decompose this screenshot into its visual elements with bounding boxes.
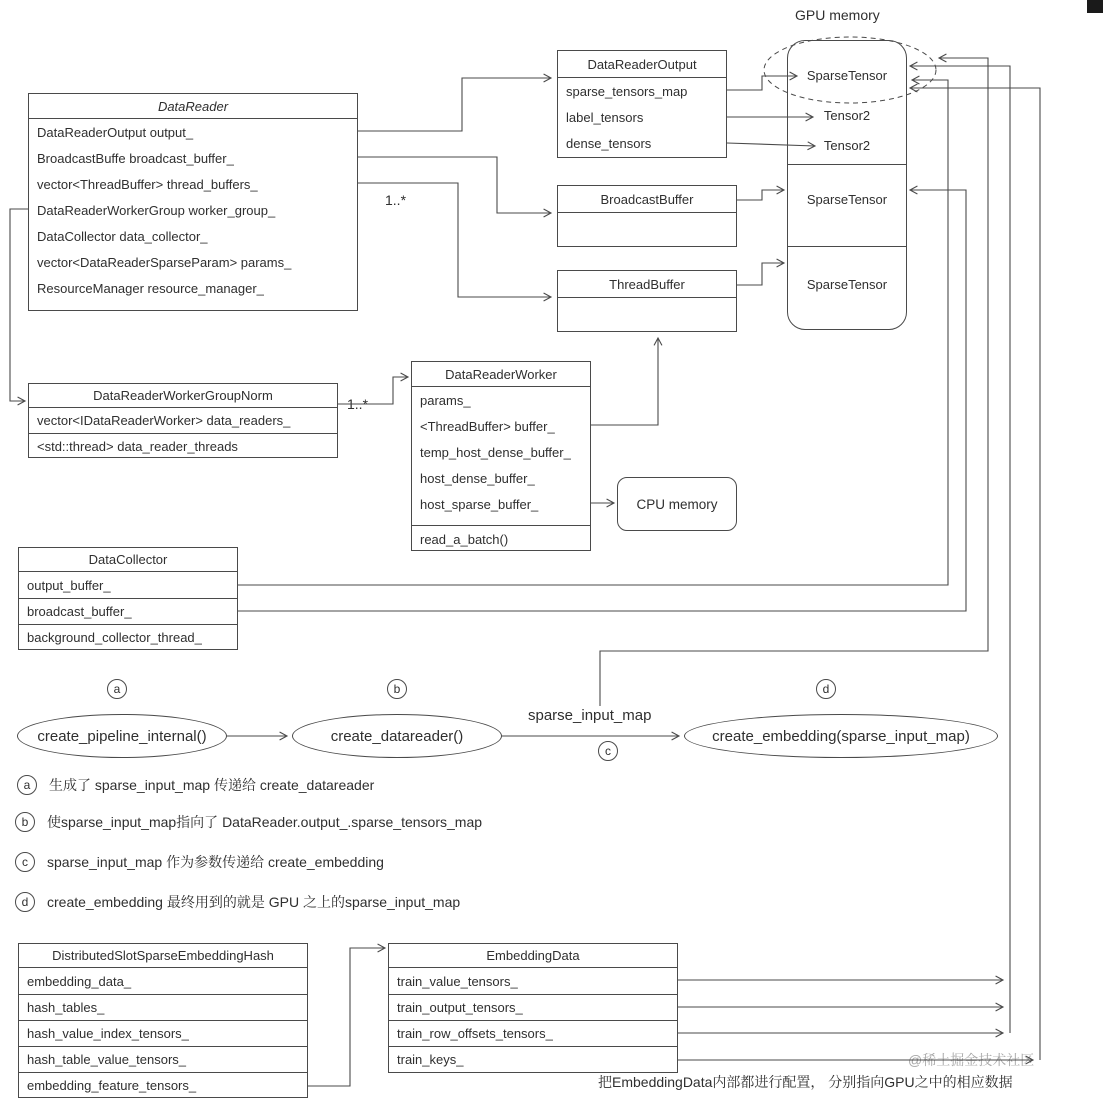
class-field: background_collector_thread_	[19, 624, 237, 650]
class-field: embedding_feature_tensors_	[19, 1072, 307, 1098]
legend-item-c	[15, 852, 384, 872]
class-method: read_a_batch()	[420, 531, 509, 547]
corner-artifact	[1087, 0, 1103, 13]
class-field: DataCollector data_collector_	[37, 228, 208, 244]
class-field: sparse_tensors_map	[566, 83, 688, 99]
class-title: EmbeddingData	[389, 944, 677, 968]
class-data-collector	[18, 547, 238, 650]
legend-text: sparse_input_map 作为参数传递给 create_embedding	[47, 854, 384, 870]
flow-node-label: create_pipeline_internal()	[37, 727, 207, 745]
class-title: DataReaderWorkerGroupNorm	[29, 384, 337, 408]
gpu-memory-label: GPU memory	[795, 7, 880, 23]
legend-item-a	[17, 775, 374, 795]
class-distributed-slot-sparse-embedding-hash	[18, 943, 308, 1098]
legend-item-d	[15, 892, 460, 912]
class-data-reader-output	[557, 50, 727, 158]
flow-node-label: create_datareader()	[330, 727, 464, 745]
legend-badge: a	[17, 775, 37, 795]
gpu-tensor: Tensor2	[823, 138, 871, 153]
connector-output-to-datareaderoutput	[358, 78, 551, 131]
legend-badge: d	[15, 892, 35, 912]
class-title: ThreadBuffer	[558, 271, 736, 298]
multiplicity-label: 1..*	[347, 396, 369, 412]
step-badge-d: d	[816, 679, 836, 699]
class-embedding-data	[388, 943, 678, 1073]
watermark: @稀土掘金技术社区	[908, 1052, 1035, 1068]
class-field: params_	[420, 392, 471, 408]
class-field: hash_table_value_tensors_	[19, 1046, 307, 1072]
class-title: DataReaderOutput	[558, 51, 726, 78]
step-badge-c: c	[598, 741, 618, 761]
class-title: DistributedSlotSparseEmbeddingHash	[19, 944, 307, 968]
flow-node-create-pipeline-internal	[17, 714, 227, 758]
class-field: train_row_offsets_tensors_	[389, 1020, 677, 1046]
legend-badge: b	[15, 812, 35, 832]
connector-hash-to-embeddingdata	[308, 948, 385, 1086]
class-field: temp_host_dense_buffer_	[420, 444, 571, 460]
legend-item-b	[15, 812, 482, 832]
class-title: BroadcastBuffer	[558, 186, 736, 213]
class-field: vector<DataReaderSparseParam> params_	[37, 254, 292, 270]
legend-text: 生成了 sparse_input_map 传递给 create_datareader	[49, 777, 375, 793]
class-field: DataReaderWorkerGroup worker_group_	[37, 202, 276, 218]
legend-badge: c	[15, 852, 35, 872]
class-field: <ThreadBuffer> buffer_	[420, 418, 555, 434]
gpu-divider	[788, 164, 906, 165]
class-field: BroadcastBuffe broadcast_buffer_	[37, 150, 234, 166]
gpu-tensor: SparseTensor	[806, 192, 888, 207]
class-data-reader	[28, 93, 358, 311]
connector-worker-buffer-to-threadbuffer	[591, 338, 658, 425]
class-field: vector<IDataReaderWorker> data_readers_	[37, 413, 291, 428]
legend-text: 使sparse_input_map指向了 DataReader.output_.sparse_tensors_map	[47, 814, 483, 830]
class-title: DataCollector	[19, 548, 237, 572]
class-thread-buffer	[557, 270, 737, 332]
sparse-input-map-label: sparse_input_map	[528, 707, 652, 724]
class-title: DataReader	[29, 94, 357, 119]
class-field: hash_tables_	[19, 994, 307, 1020]
flow-node-create-embedding	[684, 714, 998, 758]
class-worker-group-norm	[28, 383, 338, 458]
cpu-memory-label: CPU memory	[636, 496, 718, 512]
gpu-tensor: SparseTensor	[806, 68, 888, 83]
connector-broadcast-to-gpu	[737, 190, 784, 200]
class-field: label_tensors	[566, 109, 644, 125]
class-broadcast-buffer	[557, 185, 737, 247]
class-field: dense_tensors	[566, 135, 652, 151]
class-field: train_value_tensors_	[397, 973, 518, 989]
gpu-divider	[788, 246, 906, 247]
class-field: hash_value_index_tensors_	[19, 1020, 307, 1046]
class-field: DataReaderOutput output_	[37, 124, 194, 140]
gpu-tensor: Tensor2	[823, 108, 871, 123]
class-fields-section	[412, 387, 590, 525]
class-field: <std::thread> data_reader_threads	[29, 433, 337, 458]
class-field: ResourceManager resource_manager_	[37, 280, 264, 296]
class-methods-section	[412, 525, 590, 552]
class-field: broadcast_buffer_	[19, 598, 237, 624]
connector-threadbuffer-to-gpu	[737, 263, 784, 285]
connector-to-workergroupnorm	[10, 209, 28, 401]
class-title: DataReaderWorker	[412, 362, 590, 387]
step-badge-a: a	[107, 679, 127, 699]
flow-node-create-datareader	[292, 714, 502, 758]
gpu-memory-box	[787, 40, 907, 330]
step-badge-b: b	[387, 679, 407, 699]
connector-right-riser-a	[910, 66, 1010, 1033]
cpu-memory-box	[617, 477, 737, 531]
flow-node-label: create_embedding(sparse_input_map)	[712, 727, 970, 745]
class-data-reader-worker	[411, 361, 591, 551]
bottom-note: 把EmbeddingData内部都进行配置， 分别指向GPU之中的相应数据	[598, 1074, 1013, 1090]
class-field: host_sparse_buffer_	[420, 496, 539, 512]
gpu-tensor: SparseTensor	[806, 277, 888, 292]
class-field: vector<ThreadBuffer> thread_buffers_	[37, 176, 258, 192]
class-field: output_buffer_	[27, 577, 111, 593]
class-field: host_dense_buffer_	[420, 470, 535, 486]
class-field: train_keys_	[389, 1046, 677, 1072]
connector-right-riser-b	[910, 88, 1040, 1060]
class-field: train_output_tensors_	[389, 994, 677, 1020]
multiplicity-label: 1..*	[385, 192, 407, 208]
legend-text: create_embedding 最终用到的就是 GPU 之上的sparse_input_map	[47, 894, 461, 910]
class-field: embedding_data_	[27, 973, 132, 989]
